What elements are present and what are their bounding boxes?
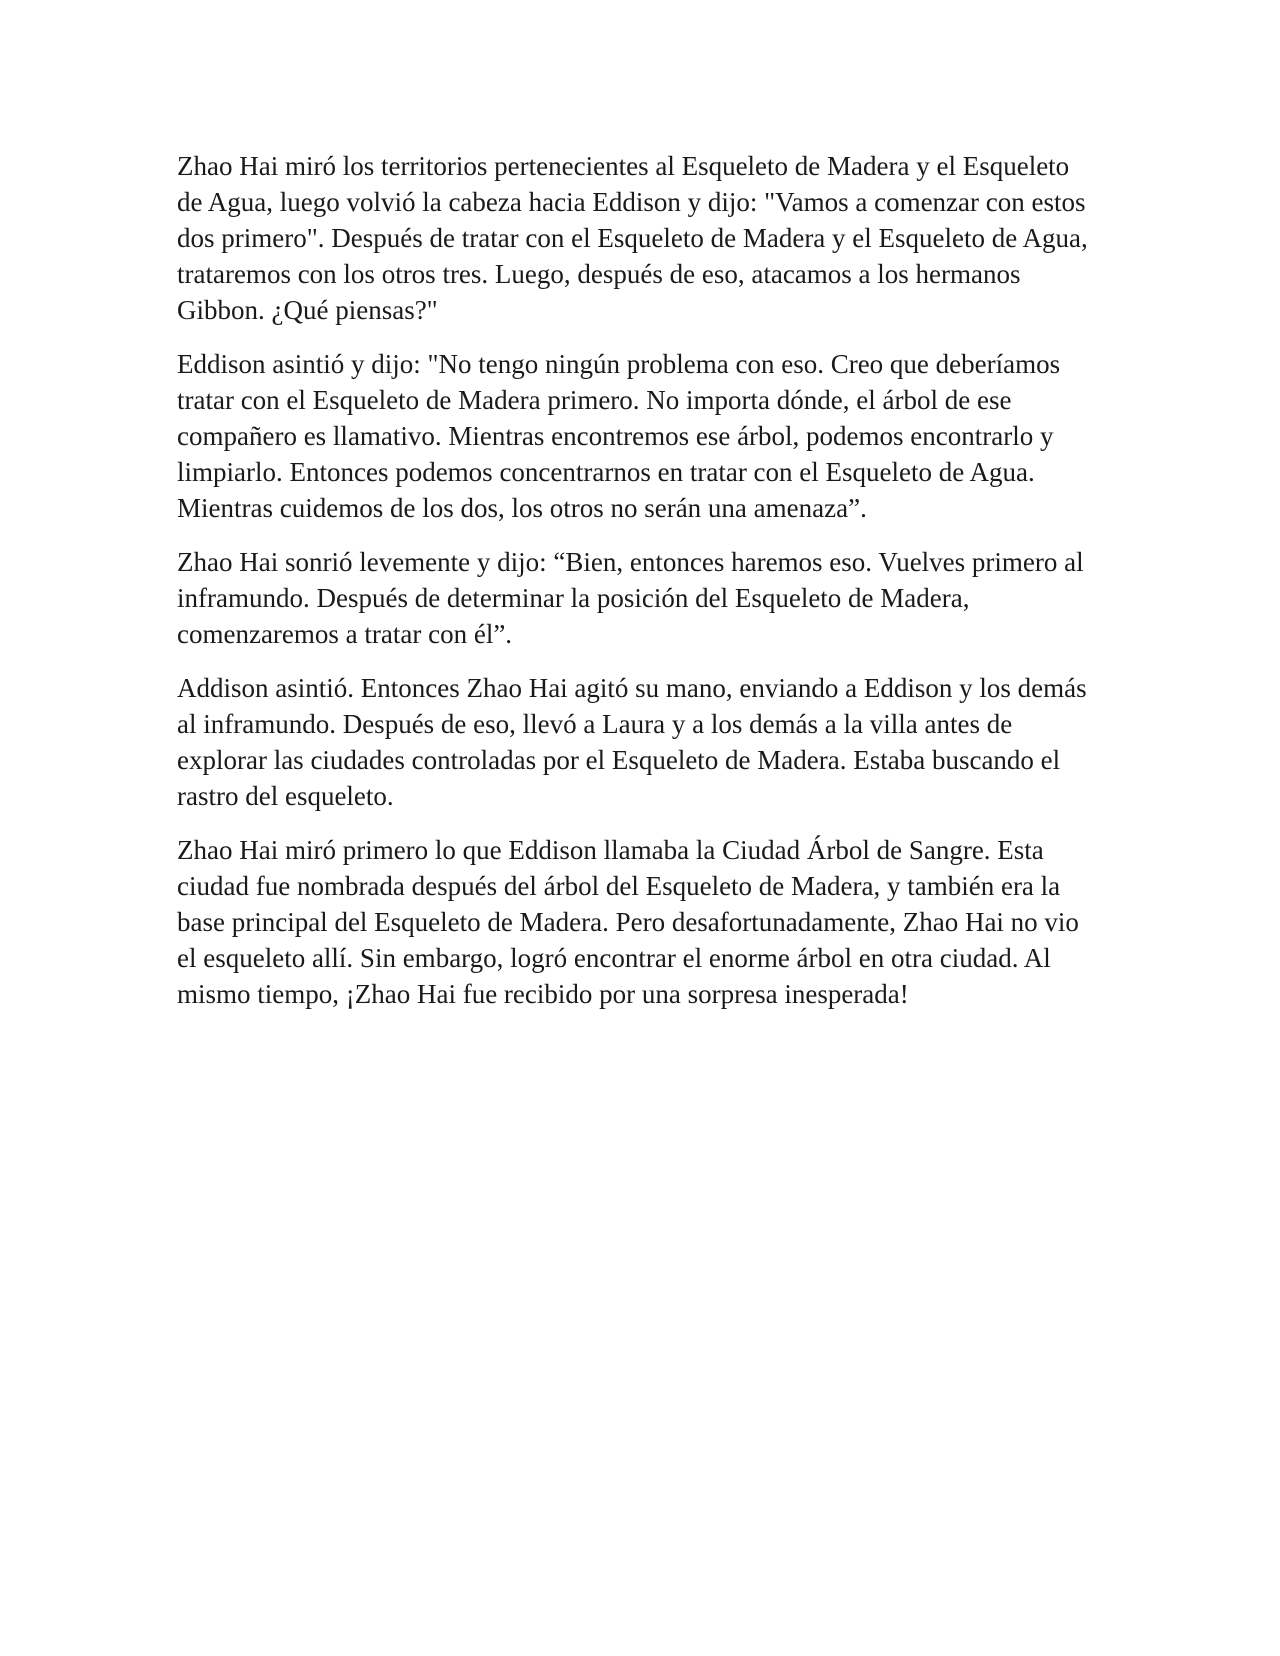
paragraph: Zhao Hai sonrió levemente y dijo: “Bien, entonces haremos eso. Vuelves primero al inframundo. Después de determinar la posición del Esqueleto de Madera, comenzaremos a tratar con él”. <box>177 547 1084 649</box>
paragraph: Eddison asintió y dijo: "No tengo ningún problema con eso. Creo que deberíamos tratar con el Esqueleto de Madera primero. No importa dónde, el árbol de ese compañero es llamativo. Mientras encontremos ese árbol, podemos encontrarlo y limpiarlo. Entonces podemos concentrarnos en tratar con el Esqueleto de Agua. Mientras cuidemos de los dos, los otros no serán una amenaza”. <box>177 349 1061 523</box>
document-body <box>177 148 1097 1030</box>
paragraph: Zhao Hai miró los territorios pertenecientes al Esqueleto de Madera y el Esqueleto de Agua, luego volvió la cabeza hacia Eddison y dijo: "Vamos a comenzar con estos dos primero". Después de tratar con el Esqueleto de Madera y el Esqueleto de Agua, trataremos con los otros tres. Luego, después de eso, atacamos a los hermanos Gibbon. ¿Qué piensas?" <box>177 151 1088 325</box>
paragraph: Zhao Hai miró primero lo que Eddison llamaba la Ciudad Árbol de Sangre. Esta ciudad fue nombrada después del árbol del Esqueleto de Madera, y también era la base principal del Esqueleto de Madera. Pero desafortunadamente, Zhao Hai no vio el esqueleto allí. Sin embargo, logró encontrar el enorme árbol en otra ciudad. Al mismo tiempo, ¡Zhao Hai fue recibido por una sorpresa inesperada! <box>177 835 1079 1009</box>
paragraph: Addison asintió. Entonces Zhao Hai agitó su mano, enviando a Eddison y los demás al inframundo. Después de eso, llevó a Laura y a los demás a la villa antes de explorar las ciudades controladas por el Esqueleto de Madera. Estaba buscando el rastro del esqueleto. <box>177 673 1087 811</box>
